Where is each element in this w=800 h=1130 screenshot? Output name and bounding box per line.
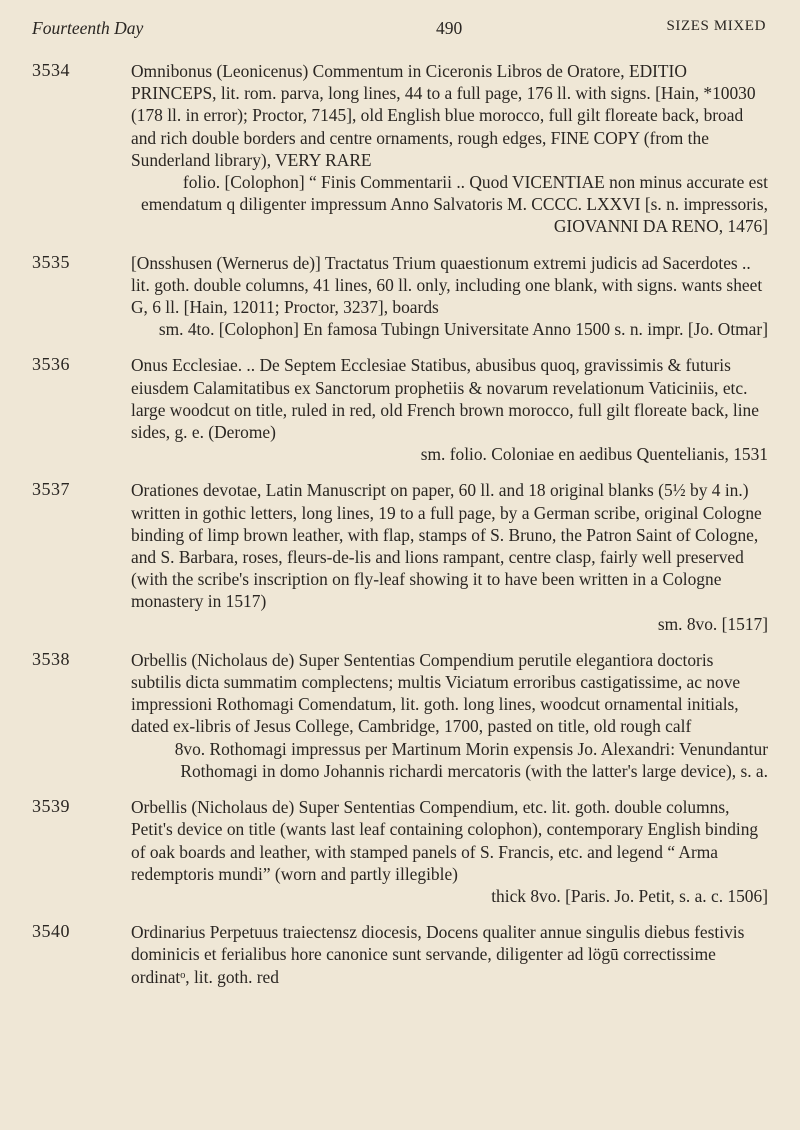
running-header: [32, 18, 766, 44]
section-heading: SIZES MIXED: [666, 18, 766, 34]
lot-number: 3534: [32, 60, 70, 80]
lot-imprint: folio. [Colophon] “ Finis Commentarii .. Quod VICENTIAE non minus accurate est emendatum q diligenter impressum Anno Salvatoris M. CCCC. LXXVI [s. n. impressoris, GIOVANNI DA RENO, 1476]: [141, 172, 768, 237]
lot-entry: [32, 921, 768, 988]
day-heading: Fourteenth Day: [32, 18, 144, 38]
lot-description: Orbellis (Nicholaus de) Super Sententias Compendium, etc. lit. goth. double columns, Petit's device on title (wants last leaf containing colophon), contemporary English binding of oak boards and leather, with stamped panels of S. Francis, etc. and legend “ Arma redemptoris mundi” (worn and partly illegible): [131, 797, 759, 884]
lot-description: Onus Ecclesiae. .. De Septem Ecclesiae Statibus, abusibus quoq, gravissimis & futuris eiusdem Calamitatibus ex Sanctorum prophetiis & novarum revelationum Vaticiniis, etc. large woodcut on title, ruled in red, old French brown morocco, full gilt floreate back, line sides, g. e. (Derome): [131, 355, 759, 443]
lot-entry: [32, 60, 768, 238]
lot-description: Orbellis (Nicholaus de) Super Sententias Compendium perutile elegantiora doctoris subtilis dicta summatim complectens; multis Viciatum erroribus castigatissime, ac nove impressioni Rothomagi Comendatum, lit. goth. long lines, woodcut ornamental initials, dated ex-libris of Jesus College, Cambridge, 1700, pasted on title, old rough calf: [131, 649, 741, 737]
lot-entry: [32, 649, 768, 782]
page-number: 490: [436, 18, 463, 38]
lot-number: 3536: [32, 354, 70, 375]
lot-number: 3537: [32, 479, 70, 500]
lot-description: Omnibonus (Leonicenus) Commentum in Ciceronis Libros de Oratore, EDITIO PRINCEPS, lit. rom. parva, long lines, 44 to a full page, 176 ll. with signs. [Hain, *10030 (178 ll. in error); Proctor, 7145], old English blue morocco, full gilt floreate back, broad and rich double borders and centre ornaments, rough edges, FINE COPY (from the Sunderland library), VERY RARE: [131, 61, 756, 170]
lot-number: 3535: [32, 251, 70, 272]
lot-number: 3538: [32, 648, 70, 669]
lot-list: [32, 60, 768, 1002]
lot-description: Ordinarius Perpetuus traiectensz diocesis, Docens qualiter annue singulis diebus festivis dominicis et ferialibus hore canonice sunt servande, diligenter ad lögū correctissime ordinatᵒ, lit. goth. red: [131, 922, 745, 987]
lot-description: [Onsshusen (Wernerus de)] Tractatus Trium quaestionum extremi judicis ad Sacerdotes .. lit. goth. double columns, 41 lines, 60 ll. only, including one blank, with signs. wants sheet G, 6 ll. [Hain, 12011; Proctor, 3237], boards: [131, 252, 763, 318]
lot-imprint: thick 8vo. [Paris. Jo. Petit, s. a. c. 1506]: [491, 885, 768, 906]
lot-entry: [32, 479, 768, 634]
lot-description: Orationes devotae, Latin Manuscript on paper, 60 ll. and 18 original blanks (5½ by 4 in.) written in gothic letters, long lines, 19 to a full page, by a German scribe, original Cologne binding of limp brown leather, with flap, stamps of S. Bruno, the Patron Saint of Cologne, and S. Barbara, roses, fleurs-de-lis and lions rampant, centre clasp, fairly well preserved (with the scribe's inscription on fly-leaf showing it to have been written in a Cologne monastery in 1517): [131, 480, 762, 612]
lot-imprint: sm. folio. Coloniae en aedibus Quentelianis, 1531: [420, 444, 768, 465]
lot-imprint: sm. 4to. [Colophon] En famosa Tubingn Universitate Anno 1500 s. n. impr. [Jo. Otmar]: [158, 319, 768, 340]
lot-imprint: 8vo. Rothomagi impressus per Martinum Morin expensis Jo. Alexandri: Venundantur Rothomagi in domo Johannis richardi mercatoris (with the latter's large device), s. a.: [174, 738, 768, 781]
lot-number: 3540: [32, 921, 70, 942]
lot-entry: [32, 354, 768, 465]
lot-entry: [32, 252, 768, 341]
lot-entry: [32, 796, 768, 907]
lot-imprint: sm. 8vo. [1517]: [657, 613, 768, 634]
lot-number: 3539: [32, 796, 70, 817]
